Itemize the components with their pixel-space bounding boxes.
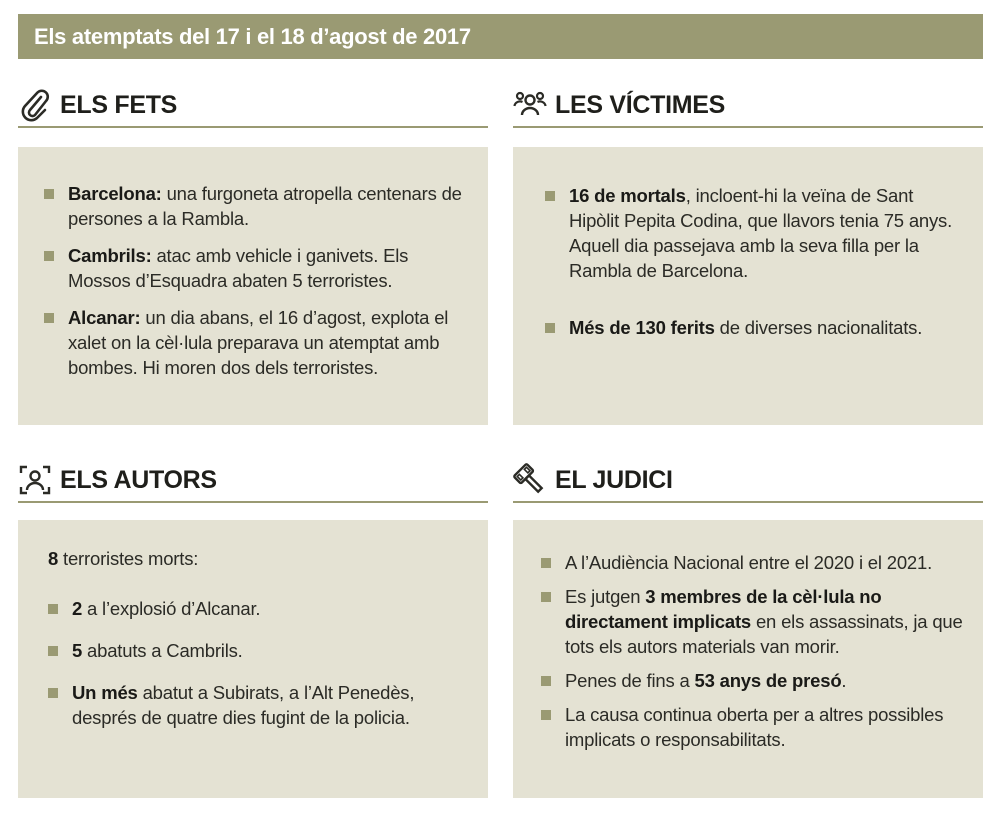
section-title-autors: ELS AUTORS [60, 465, 217, 494]
item-text: , incloent-hi la veïna de Sant Hipòlit Pepita Codina, que llavors tenia 75 anys. Aquell dia passejava amb la seva filla per la Rambla de Barcelona. [569, 185, 953, 281]
item-text: de diverses nacionalitats. [714, 317, 923, 338]
list-item [44, 243, 468, 293]
panel-victimes [513, 147, 983, 425]
bullet-square [44, 313, 54, 323]
list-item [48, 638, 468, 663]
item-text: un dia abans, el 16 d’agost, explota el xalet on la cèl·lula preparava un atemptat amb bombes. Hi moren dos dels terroristes. [68, 307, 449, 378]
item-text: abatut a Subirats, a l’Alt Penedès, després de quatre dies fugint de la policia. [72, 682, 415, 728]
item-bold: Un més [72, 682, 138, 703]
bullet-square [541, 592, 551, 602]
item-bold: Alcanar: [68, 307, 141, 328]
item-text: La causa continua oberta per a altres possibles implicats o responsabilitats. [565, 704, 944, 750]
item-text: atac amb vehicle i ganivets. Els Mossos d’Esquadra abaten 5 terroristes. [68, 245, 409, 291]
bullet-square [48, 646, 58, 656]
person-focus-icon [18, 463, 52, 497]
bullet-square [541, 676, 551, 686]
bullet-square [541, 558, 551, 568]
panel-autors [18, 520, 488, 798]
list-item [545, 315, 961, 340]
intro-text: terroristes morts: [58, 548, 199, 569]
list-item [44, 305, 468, 380]
bullet-square [48, 688, 58, 698]
section-title-fets: ELS FETS [60, 90, 178, 119]
item-text: . [841, 670, 847, 691]
intro-bold: 8 [48, 548, 59, 569]
item-bold: 2 [72, 598, 83, 619]
item-text: una furgoneta atropella centenars de persones a la Rambla. [68, 183, 462, 229]
main-title-banner [18, 14, 983, 59]
section-heading-judici [513, 459, 983, 503]
item-bold: Cambrils: [68, 245, 152, 266]
section-heading-victimes [513, 84, 983, 128]
list-item [541, 550, 965, 575]
section-heading-autors [18, 459, 488, 503]
section-heading-fets [18, 84, 488, 128]
gavel-icon [513, 463, 547, 497]
panel-fets [18, 147, 488, 425]
autors-intro [48, 546, 468, 571]
bullet-square [545, 191, 555, 201]
panel-judici [513, 520, 983, 798]
list-item [541, 584, 965, 659]
list-item [44, 181, 468, 231]
bullet-square [545, 323, 555, 333]
people-group-icon [513, 88, 547, 122]
section-title-victimes: LES VÍCTIMES [555, 90, 726, 119]
bullet-square [541, 710, 551, 720]
item-bold: Barcelona: [68, 183, 162, 204]
list-item [541, 702, 965, 752]
item-text: en els assassinats, ja que tots els autors materials van morir. [565, 611, 963, 657]
item-bold: 53 anys de presó [694, 670, 842, 691]
list-item [48, 596, 468, 621]
item-bold: 5 [72, 640, 83, 661]
bullet-square [44, 251, 54, 261]
list-item [545, 183, 961, 283]
item-text: a l’explosió d’Alcanar. [82, 598, 261, 619]
item-bold: Més de 130 ferits [569, 317, 715, 338]
section-title-judici: EL JUDICI [555, 465, 673, 494]
bullet-square [48, 604, 58, 614]
item-text: Es jutgen [565, 586, 646, 607]
item-text: Penes de fins a [565, 670, 695, 691]
item-bold: 3 membres de la cèl·lula no directament implicats [565, 586, 882, 632]
item-text: A l’Audiència Nacional entre el 2020 i el 2021. [565, 552, 933, 573]
list-item [541, 668, 965, 693]
bullet-square [44, 189, 54, 199]
paperclip-icon [18, 88, 52, 122]
item-text: abatuts a Cambrils. [82, 640, 243, 661]
item-bold: 16 de mortals [569, 185, 686, 206]
main-title: Els atemptats del 17 i el 18 d’agost de 2017 [34, 24, 471, 49]
list-item [48, 680, 468, 730]
